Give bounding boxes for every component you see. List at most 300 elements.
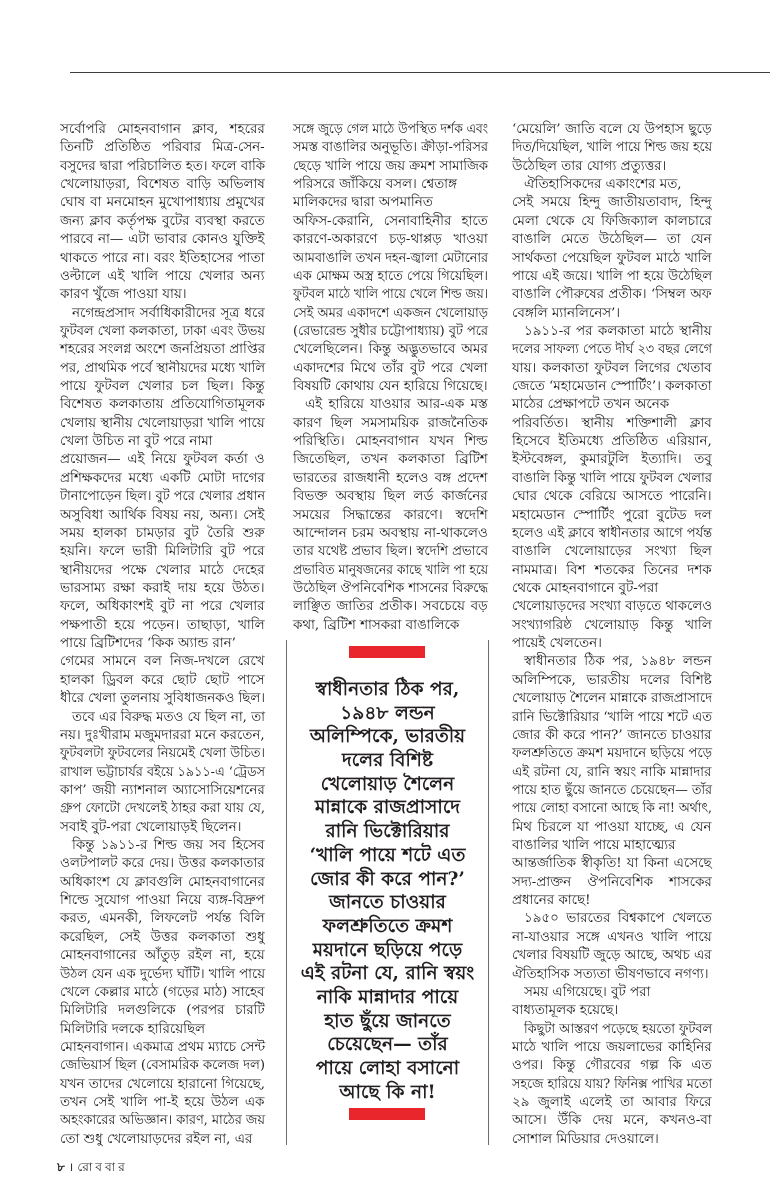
article-line bbox=[60, 837, 265, 855]
article-line-text: সমস্ত বাঙালির অনুভূতি। ক্রীড়া-পরিসর bbox=[293, 140, 489, 156]
article-paragraph bbox=[293, 396, 488, 635]
article-line bbox=[512, 1112, 712, 1130]
article-paragraph bbox=[293, 121, 488, 396]
article-line-text: কাপ’ জয়ী ন্যাশনাল অ্যাসোসিয়েশনের bbox=[60, 782, 265, 798]
article-line bbox=[293, 323, 488, 341]
article-line bbox=[293, 250, 488, 268]
article-line bbox=[60, 800, 265, 818]
article-line bbox=[60, 1021, 265, 1039]
article-line-text: বাঙালির খালি পায়ে মাহাত্ম্যের bbox=[512, 838, 676, 854]
article-line bbox=[512, 543, 712, 561]
article-line-text: বসুদের দ্বারা পরিচালিত হত। ফলে বাকি bbox=[60, 158, 266, 174]
article-line-text: সহজে হারিয়ে যায়? ফিনিক্স পাখির মতো bbox=[512, 1076, 712, 1092]
article-line-text: ২৯ জুলাই এলেই তা আবার ফিরে bbox=[512, 1095, 712, 1111]
article-line bbox=[293, 488, 488, 506]
article-line-text: ভারসাম্য রক্ষা করাই দায় হয়ে উঠত। bbox=[60, 580, 265, 596]
pull-quote-line-text: ১৯৪৮ লন্ডন bbox=[340, 702, 435, 724]
article-line-text: পারবে না— এটা ভাবার কোনও যুক্তিই bbox=[60, 232, 265, 248]
pull-quote-line-text: ময়দানে ছড়িয়ে পড়ে bbox=[312, 939, 463, 961]
article-line-text: ফলে, অধিকাংশই বুট না পরে খেলার bbox=[60, 599, 265, 615]
article-line bbox=[293, 194, 488, 212]
article-line-text: ফুটবল মাঠে খালি পায়ে খেলে শিল্ড জয়। bbox=[293, 287, 489, 303]
article-line bbox=[60, 543, 265, 561]
pull-quote-line bbox=[293, 1057, 482, 1081]
article-line bbox=[293, 451, 488, 469]
pull-quote-line bbox=[293, 962, 482, 986]
article-line bbox=[60, 121, 265, 139]
article-line-text: সার্থকতা পেয়েছিল ফুটবল মাঠে খালি bbox=[512, 250, 712, 266]
article-line bbox=[512, 433, 712, 451]
page-number: ৮ bbox=[57, 1160, 65, 1174]
article-line-text: প্রশিক্ষকদের মধ্যে একটি মোটা দাগের bbox=[60, 470, 265, 486]
article-line-text: হলেও এই ক্লাবে স্বাধীনতার আগে পর্যন্ত bbox=[512, 525, 713, 541]
article-line bbox=[512, 874, 712, 892]
article-line-text: আমবাঙালি তখন দহন-জ্বালা মেটানোর bbox=[293, 250, 488, 266]
article-line-text: ওপর। কিন্তু গৌরবের গল্প কি এত bbox=[512, 1058, 712, 1074]
article-line bbox=[293, 525, 488, 543]
article-line-text: ধীরে খেলা তুলনায় সুবিধাজনকও ছিল। bbox=[60, 691, 265, 707]
article-line bbox=[293, 231, 488, 249]
article-line bbox=[60, 194, 265, 212]
article-line-text: অলিম্পিকে, ভারতীয় দলের বিশিষ্ট bbox=[512, 672, 712, 688]
article-line bbox=[293, 213, 488, 231]
article-line bbox=[60, 396, 265, 414]
article-line bbox=[60, 433, 265, 451]
article-line bbox=[512, 727, 712, 745]
pull-quote-line-text: পায়ে লোহা বসানো bbox=[315, 1058, 460, 1079]
article-paragraph bbox=[60, 305, 265, 709]
article-line-text: করেছিল, সেই উত্তর কলকাতা শুধু bbox=[60, 929, 265, 945]
article-line-text: পায়েই খেলতেন। bbox=[512, 636, 602, 652]
article-line bbox=[512, 451, 712, 469]
pull-quote-line-text: স্বাধীনতার ঠিক পর, bbox=[315, 679, 460, 700]
pull-quote-line bbox=[293, 1010, 482, 1034]
article-line-text: ‘মেয়েলি’ জাতি বলে যে উপহাস ছুড়ে bbox=[512, 122, 712, 137]
article-line-text: বাঙালি পৌরুষের প্রতীক। ‘সিম্বল অফ bbox=[512, 287, 712, 303]
article-line-text: ১৯৫০ ভারতের বিশ্বকাপে খেলতে bbox=[524, 911, 712, 927]
article-line-text: এক মোক্ষম অস্ত্র হাতে পেয়ে গিয়েছিল। bbox=[293, 268, 489, 284]
article-line bbox=[60, 672, 265, 690]
article-line-text: জন্য ক্লাব কর্তৃপক্ষ বুটের ব্যবস্থা করতে bbox=[60, 213, 265, 229]
article-line bbox=[512, 360, 712, 378]
article-line bbox=[60, 139, 265, 157]
article-line bbox=[60, 507, 265, 525]
article-line-text: পায়ে লোহা বসানো আছে কি না! অর্থাৎ, bbox=[512, 801, 713, 817]
article-line bbox=[512, 1076, 712, 1094]
pull-quote-line bbox=[293, 796, 482, 820]
pull-quote-line bbox=[293, 986, 482, 1010]
pull-quote-line-text: অলিম্পিকে, ভারতীয় bbox=[309, 726, 466, 748]
article-line-text: মিলিটারি দলগুলিকে (পরপর চারটি bbox=[60, 1003, 265, 1019]
article-line bbox=[60, 286, 265, 304]
article-line bbox=[293, 268, 488, 286]
article-line-text: গ্রুপ ফোটো দেখলেই ঠাহর করা যায় যে, bbox=[60, 801, 265, 817]
article-line bbox=[60, 360, 265, 378]
article-line-text: সদ্য-প্রাক্তন ঔপনিবেশিক শাসকের bbox=[512, 874, 712, 890]
article-line bbox=[512, 653, 712, 671]
pull-quote-line-text: দলের বিশিষ্ট bbox=[342, 750, 433, 772]
article-line-text: আন্তর্জাতিক স্বীকৃতি! যা কিনা এসেছে bbox=[512, 856, 712, 872]
article-line bbox=[60, 562, 265, 580]
article-line-text: নয়। দুঃখীরাম মজুমদাররা মনে করতেন, bbox=[60, 727, 265, 743]
pull-quote-accent-bar-top bbox=[349, 646, 425, 658]
article-line bbox=[60, 947, 265, 965]
article-line-text: সংখ্যাগরিষ্ঠ খেলোয়াড় কিন্তু খালি bbox=[512, 617, 712, 633]
article-line bbox=[512, 1057, 712, 1075]
article-line-text: সময়ের সিদ্ধান্তের কারণে। স্বদেশি bbox=[293, 507, 488, 523]
article-paragraph bbox=[512, 323, 712, 653]
pull-quote-line-text: নাকি মান্নাদার পায়ে bbox=[316, 986, 459, 1008]
article-line-text: স্থানীয়দের পক্ষে খেলার মাঠে দেহের bbox=[60, 562, 265, 578]
article-line-text: বাঙালি মেতে উঠেছিল— তা যেন bbox=[512, 232, 712, 248]
article-line bbox=[293, 580, 488, 598]
article-line-text: শহরের সংলগ্ন অংশে জনপ্রিয়তা প্রাপ্তির bbox=[60, 342, 266, 358]
article-line-text: মেলা থেকে যে ফিজিক্যাল কালচারে bbox=[512, 213, 712, 229]
article-line bbox=[512, 782, 712, 800]
article-line-text: সেই অমর একাদশে একজন খেলোয়াড় bbox=[293, 305, 488, 321]
article-line bbox=[60, 231, 265, 249]
article-line-text: কথা, ব্রিটিশ শাসকরা বাঙালিকে bbox=[293, 617, 460, 633]
article-line bbox=[512, 764, 712, 782]
article-line-text: পায়ে হাত ছুঁয়ে জানতে চেয়েছেন— তাঁর bbox=[512, 782, 713, 798]
article-line bbox=[60, 378, 265, 396]
article-line-text: খেলেছিলেন। কিন্তু অদ্ভুতভাবে অমর bbox=[293, 342, 488, 358]
pull-quote-line-text: ‘খালি পায়ে শটে এত bbox=[309, 844, 466, 866]
header-rule bbox=[70, 72, 770, 73]
article-line bbox=[60, 819, 265, 837]
article-line bbox=[512, 617, 712, 635]
pull-quote-line-text: হাত ছুঁয়ে জানতে bbox=[324, 1010, 451, 1032]
article-line-text: গেমের সামনে বল নিজ-দখলে রেখে bbox=[60, 654, 265, 670]
article-line bbox=[60, 874, 265, 892]
article-line bbox=[512, 690, 712, 708]
article-line-text: সোশাল মিডিয়ার দেওয়ালে। bbox=[512, 1131, 659, 1147]
article-line-text: সর্বোপরি মোহনবাগান ক্লাব, শহরের bbox=[60, 122, 265, 137]
article-line bbox=[512, 194, 712, 212]
article-line bbox=[60, 892, 265, 910]
article-line bbox=[512, 305, 712, 323]
article-line bbox=[60, 598, 265, 616]
article-line-text: যায়। কলকাতা ফুটবল লিগের খেতাব bbox=[512, 360, 712, 376]
article-line-text: খেলার বিষয়টি জুড়ে আছে, অথচ এর bbox=[512, 948, 712, 964]
article-line bbox=[512, 231, 712, 249]
article-line-text: পক্ষপাতী হয়ে পড়েন। তাছাড়া, খালি bbox=[60, 617, 265, 633]
article-line bbox=[512, 286, 712, 304]
article-line-text: বেঙ্গলি ম্যানলিনেস’। bbox=[512, 305, 621, 321]
article-line-text: প্রভাবিত মানুষজনের কাছে খালি পা হয়ে bbox=[293, 562, 489, 578]
article-paragraph bbox=[512, 910, 712, 983]
pull-quote bbox=[286, 640, 489, 1145]
article-line bbox=[60, 727, 265, 745]
article-line bbox=[60, 1039, 265, 1057]
page-footer bbox=[57, 1160, 128, 1174]
pull-quote-line bbox=[293, 915, 482, 939]
article-paragraph bbox=[512, 176, 712, 323]
article-line bbox=[60, 305, 265, 323]
article-line-text: উঠেছিল তার যোগ্য প্রত্যুত্তর। bbox=[512, 158, 667, 174]
pull-quote-line bbox=[293, 773, 482, 797]
article-line-text: সময় হালকা চামড়ার বুট তৈরি শুরু bbox=[60, 525, 265, 541]
article-line bbox=[512, 488, 712, 506]
article-line bbox=[512, 121, 712, 139]
article-line bbox=[293, 470, 488, 488]
article-line bbox=[60, 709, 265, 727]
article-line bbox=[293, 415, 488, 433]
article-line bbox=[60, 745, 265, 763]
article-line bbox=[512, 1131, 712, 1149]
article-column-right bbox=[512, 121, 712, 1149]
article-line bbox=[512, 1039, 712, 1057]
article-line-text: ফুটবল খেলা কলকাতা, ঢাকা এবং উভয় bbox=[60, 323, 265, 339]
article-line bbox=[512, 323, 712, 341]
article-line bbox=[512, 598, 712, 616]
pull-quote-line-text: রানি ভিক্টোরিয়ার bbox=[325, 821, 450, 843]
article-line bbox=[512, 892, 712, 910]
article-line-text: অসুবিধা আর্থিক বিষয় নয়, অন্য। সেই bbox=[60, 507, 265, 523]
article-paragraph bbox=[512, 1021, 712, 1150]
article-line bbox=[512, 635, 712, 653]
article-line-text: হয়নি। ফলে ভারী মিলিটারি বুট পরে bbox=[60, 544, 265, 560]
article-line-text: বিভক্ত অবস্থায় ছিল লর্ড কার্জনের bbox=[293, 489, 488, 505]
article-line-text: এই হারিয়ে যাওয়ার আর-এক মস্ত bbox=[305, 397, 488, 413]
article-line bbox=[293, 396, 488, 414]
article-line bbox=[512, 819, 712, 837]
article-line-text: মাঠে খালি পায়ে জয়লাভের কাহিনির bbox=[512, 1039, 712, 1055]
pull-quote-line-text: আছে কি না! bbox=[339, 1081, 436, 1103]
article-line bbox=[60, 580, 265, 598]
article-line-text: হালকা ড্রিবল করে ছোট ছোট পাসে bbox=[60, 672, 265, 688]
article-line bbox=[512, 910, 712, 928]
article-line-text: দিত/দিয়েছিল, খালি পায়ে শিল্ড জয় হয়ে bbox=[512, 140, 712, 156]
article-line-text: বাঙালি কিন্তু খালি পায়ে ফুটবল খেলার bbox=[512, 470, 712, 486]
article-line-text: তার যথেষ্ট প্রভাব ছিল। স্বদেশি প্রভাবে bbox=[293, 544, 488, 560]
article-line bbox=[293, 360, 488, 378]
article-line-text: ফলশ্রুতিতে ক্রমশ ময়দানে ছড়িয়ে পড়ে bbox=[512, 746, 712, 762]
article-line-text: খেলা উচিত না বুট পরে নামা bbox=[60, 434, 213, 450]
article-line-text: ঘোষ বা মনমোহন মুখোপাধ্যায় প্রমুখের bbox=[60, 195, 265, 211]
pull-quote-line-text: খেলোয়াড় শৈলেন bbox=[320, 773, 455, 795]
article-line-text: টানাপোড়েন ছিল। বুট পরে খেলার প্রধান bbox=[60, 489, 266, 505]
article-line-text: হিসেবে ইতিমধ্যে প্রতিষ্ঠিত এরিয়ান, bbox=[512, 434, 712, 450]
pull-quote-line-text: মান্নাকে রাজপ্রাসাদে bbox=[314, 797, 461, 819]
article-line bbox=[60, 1112, 265, 1130]
article-line bbox=[293, 507, 488, 525]
article-line-text: একাদশের মিথে তাঁর বুট পরে খেলা bbox=[293, 360, 488, 376]
article-line bbox=[512, 562, 712, 580]
article-line bbox=[60, 341, 265, 359]
article-line bbox=[60, 1076, 265, 1094]
article-line bbox=[293, 543, 488, 561]
article-line-text: ওল্টালে এই খালি পায়ে খেলার অন্য bbox=[60, 268, 265, 284]
article-line-text: জেভিয়ার্স ছিল (বেসামরিক কলেজ দল) bbox=[60, 1058, 265, 1074]
pull-quote-line bbox=[293, 702, 482, 726]
article-line bbox=[60, 323, 265, 341]
article-line-text: জেতে ‘মহামেডান স্পোর্টিং’। কলকাতা bbox=[512, 379, 712, 395]
article-line bbox=[60, 764, 265, 782]
article-line bbox=[512, 268, 712, 286]
article-line-text: অহংকারের অভিজ্ঞান। কারণ, মাঠের জয় bbox=[60, 1113, 265, 1129]
article-line-text: খেলোয়াড়রা, বিশেষত বাড়ি অভিলাষ bbox=[60, 177, 265, 193]
article-line-text: ওলটপালট করে দেয়। উত্তর কলকাতার bbox=[60, 856, 265, 872]
article-line bbox=[512, 415, 712, 433]
article-column-middle bbox=[293, 121, 488, 635]
article-line-text: বাঙালি খেলোয়াড়ের সংখ্যা ছিল bbox=[512, 544, 712, 560]
article-line-text: থেকে মোহনবাগানে বুট-পরা bbox=[512, 580, 659, 596]
article-line bbox=[512, 709, 712, 727]
article-line bbox=[512, 176, 712, 194]
article-line-text: কিছুটা আস্তরণ পড়েছে হয়তো ফুটবল bbox=[524, 1021, 713, 1037]
pull-quote-text bbox=[293, 678, 482, 1104]
article-line bbox=[293, 433, 488, 451]
article-line-text: না-যাওয়ার সঙ্গে এখনও খালি পায়ে bbox=[512, 929, 712, 945]
article-line-text: কারণে-অকারণে চড়-থাপ্পড় খাওয়া bbox=[293, 232, 488, 248]
article-line-text: থাকতে পারে না। বরং ইতিহাসের পাতা bbox=[60, 250, 265, 266]
article-paragraph bbox=[60, 709, 265, 838]
article-line bbox=[293, 139, 488, 157]
article-line bbox=[60, 1094, 265, 1112]
pull-quote-line bbox=[293, 891, 482, 915]
magazine-name: রোববার bbox=[77, 1160, 128, 1174]
article-line-text: উঠেছিল ঔপনিবেশিক শাসনের বিরুদ্ধে bbox=[293, 580, 488, 596]
article-line-text: পরিস্থিতি। মোহনবাগান যখন শিল্ড bbox=[293, 434, 488, 450]
article-line bbox=[512, 929, 712, 947]
article-line-text: সময় এগিয়েছে। বুট পরা bbox=[524, 984, 651, 1000]
article-line bbox=[60, 451, 265, 469]
article-paragraph bbox=[512, 653, 712, 910]
article-line bbox=[60, 910, 265, 928]
article-line bbox=[512, 580, 712, 598]
article-line-text: তিনটি প্রতিষ্ঠিত পরিবার মিত্র-সেন- bbox=[60, 140, 265, 156]
article-line-text: পায়ে এই জয়ে। খালি পা হয়ে উঠেছিল bbox=[512, 268, 713, 284]
article-line-text: খেলোয়াড়দের সংখ্যা বাড়তে থাকলেও bbox=[512, 599, 713, 615]
article-line bbox=[512, 396, 712, 414]
article-line-text: দলের সাফল্য পেতে দীর্ঘ ২৩ বছর লেগে bbox=[512, 342, 713, 358]
article-line bbox=[512, 837, 712, 855]
article-line bbox=[293, 121, 488, 139]
article-line bbox=[60, 1057, 265, 1075]
article-line-text: রাখাল ভট্টাচার্যর বইয়ে ১৯১১-এ ‘ট্রেডস bbox=[60, 764, 266, 780]
article-line bbox=[512, 947, 712, 965]
pull-quote-line bbox=[293, 820, 482, 844]
article-line-text: খেলে কেল্লার মাঠে (গড়ের মাঠ) সাহেব bbox=[60, 984, 265, 1000]
article-line bbox=[60, 1131, 265, 1149]
pull-quote-line bbox=[293, 749, 482, 773]
article-line bbox=[60, 250, 265, 268]
article-line bbox=[512, 1002, 712, 1020]
article-line bbox=[512, 378, 712, 396]
article-line-text: মাঠের প্রেক্ষাপটে তখন অনেক bbox=[512, 397, 670, 413]
article-line bbox=[60, 635, 265, 653]
article-line bbox=[60, 176, 265, 194]
article-line bbox=[293, 598, 488, 616]
article-line-text: ঐতিহাসিক সত্যতা ভীষণভাবে নগণ্য। bbox=[512, 966, 709, 982]
pull-quote-line bbox=[293, 725, 482, 749]
article-line bbox=[60, 1002, 265, 1020]
pull-quote-line bbox=[293, 1081, 482, 1105]
article-line bbox=[60, 415, 265, 433]
article-line bbox=[60, 690, 265, 708]
article-line-text: পায়ে ব্রিটিশদের ‘কিক অ্যান্ড রান’ bbox=[60, 636, 236, 652]
article-line-text: শিল্ডে সুযোগ পাওয়া নিয়ে ব্যঙ্গ-বিদ্রুপ bbox=[60, 893, 265, 909]
article-line-text: তো শুধু খেলোয়াড়দের রইল না, এর bbox=[60, 1131, 253, 1147]
article-line bbox=[512, 966, 712, 984]
article-line bbox=[512, 855, 712, 873]
article-line-text: বিশেষত কলকাতায় প্রতিযোগিতামূলক bbox=[60, 397, 265, 413]
pull-quote-line bbox=[293, 939, 482, 963]
article-line bbox=[293, 176, 488, 194]
pull-quote-line-text: জোর কী করে পান?’ bbox=[310, 868, 465, 890]
article-line-text: নগেন্দ্রপ্রসাদ সর্বাধিকারীদের সূত্র ধরে bbox=[72, 305, 265, 321]
article-line-text: কিন্তু ১৯১১-র শিল্ড জয় সব হিসেব bbox=[72, 838, 265, 854]
article-line-text: (রেভারেন্ড সুধীর চট্টোপাধ্যায়) বুট পরে bbox=[293, 323, 488, 339]
article-line-text: সঙ্গে জুড়ে গেল মাঠে উপস্থিত দর্শক এবং bbox=[293, 122, 489, 137]
article-line-text: নামমাত্র। বিশ শতকের তিনের দশক bbox=[512, 562, 712, 578]
article-line-text: যখন তাদের খেলোয়ে হারানো গিয়েছে, bbox=[60, 1076, 265, 1092]
article-line bbox=[293, 562, 488, 580]
article-line bbox=[60, 984, 265, 1002]
article-line-text: মালিকদের দ্বারা অপমানিত bbox=[293, 195, 433, 211]
article-line-text: প্রয়োজন— এই নিয়ে ফুটবল কর্তা ও bbox=[60, 452, 265, 468]
article-paragraph bbox=[60, 837, 265, 1149]
article-line-text: ঘোর থেকে বেরিয়ে আসতে পারেনি। bbox=[512, 489, 712, 505]
article-line bbox=[512, 139, 712, 157]
article-line bbox=[60, 488, 265, 506]
pull-quote-line bbox=[293, 868, 482, 892]
pull-quote-line-text: ফলশ্রুতিতে ক্রমশ bbox=[322, 915, 453, 937]
article-line-text: পরিসরে জাঁকিয়ে বসল। শ্বেতাঙ্গ bbox=[293, 177, 457, 193]
article-line-text: ঐতিহাসিকদের একাংশের মত, bbox=[524, 177, 682, 193]
article-line-text: মোহনবাগানের আঁতুড় রইল না, হয়ে bbox=[60, 948, 265, 964]
pull-quote-line-text: চেয়েছেন— তাঁর bbox=[327, 1034, 448, 1056]
article-line-text: কারণ খুঁজে পাওয়া যায়। bbox=[60, 287, 187, 303]
pull-quote-line-text: জানতে চাওয়ার bbox=[329, 892, 446, 914]
article-line bbox=[60, 929, 265, 947]
article-line bbox=[512, 1021, 712, 1039]
pull-quote-line bbox=[293, 678, 482, 702]
article-paragraph bbox=[512, 984, 712, 1021]
article-line-text: তবে এর বিরুদ্ধ মতও যে ছিল না, তা bbox=[72, 709, 266, 725]
article-line bbox=[512, 507, 712, 525]
article-line bbox=[60, 213, 265, 231]
article-line bbox=[293, 305, 488, 323]
article-line bbox=[293, 617, 488, 635]
article-line-text: ভারতের রাজধানী হলেও বঙ্গ প্রদেশ bbox=[293, 470, 488, 486]
pull-quote-line bbox=[293, 844, 482, 868]
article-line bbox=[293, 341, 488, 359]
article-line bbox=[60, 470, 265, 488]
article-line-text: মহামেডান স্পোর্টিং পুরো বুটেড দল bbox=[512, 507, 712, 523]
article-line-text: সেই সময়ে হিন্দু জাতীয়তাবাদ, হিন্দু bbox=[512, 195, 712, 211]
article-line-text: লাঞ্ছিত জাতির প্রতীক। সবচেয়ে বড় bbox=[293, 599, 488, 615]
article-line-text: পরিবর্তিত। স্থানীয় শক্তিশালী ক্লাব bbox=[512, 415, 712, 431]
article-line-text: স্বাধীনতার ঠিক পর, ১৯৪৮ লন্ডন bbox=[524, 654, 712, 670]
article-line bbox=[512, 984, 712, 1002]
article-line-text: ইস্টবেঙ্গল, কুমারটুলি ইত্যাদি। তবু bbox=[512, 452, 712, 468]
article-line bbox=[512, 1094, 712, 1112]
article-line-text: খেলায় স্থানীয় খেলোয়াড়রা খালি পায়ে bbox=[60, 415, 265, 431]
pull-quote-line bbox=[293, 1033, 482, 1057]
article-line bbox=[512, 672, 712, 690]
article-paragraph bbox=[60, 121, 265, 305]
article-line-text: ছেড়ে খালি পায়ে জয় ক্রমশ সামাজিক bbox=[293, 158, 489, 174]
article-column-left bbox=[60, 121, 265, 1149]
article-line bbox=[60, 158, 265, 176]
article-line-text: কারণ ছিল সমসাময়িক রাজনৈতিক bbox=[293, 415, 488, 431]
article-line-text: আসে। উঁকি দেয় মনে, কখনও-বা bbox=[512, 1113, 712, 1129]
article-line-text: জিতেছিল, তখন কলকাতা ব্রিটিশ bbox=[293, 452, 488, 468]
article-paragraph bbox=[512, 121, 712, 176]
article-line-text: অধিকাংশ যে ক্লাবগুলি মোহনবাগানের bbox=[60, 874, 265, 890]
